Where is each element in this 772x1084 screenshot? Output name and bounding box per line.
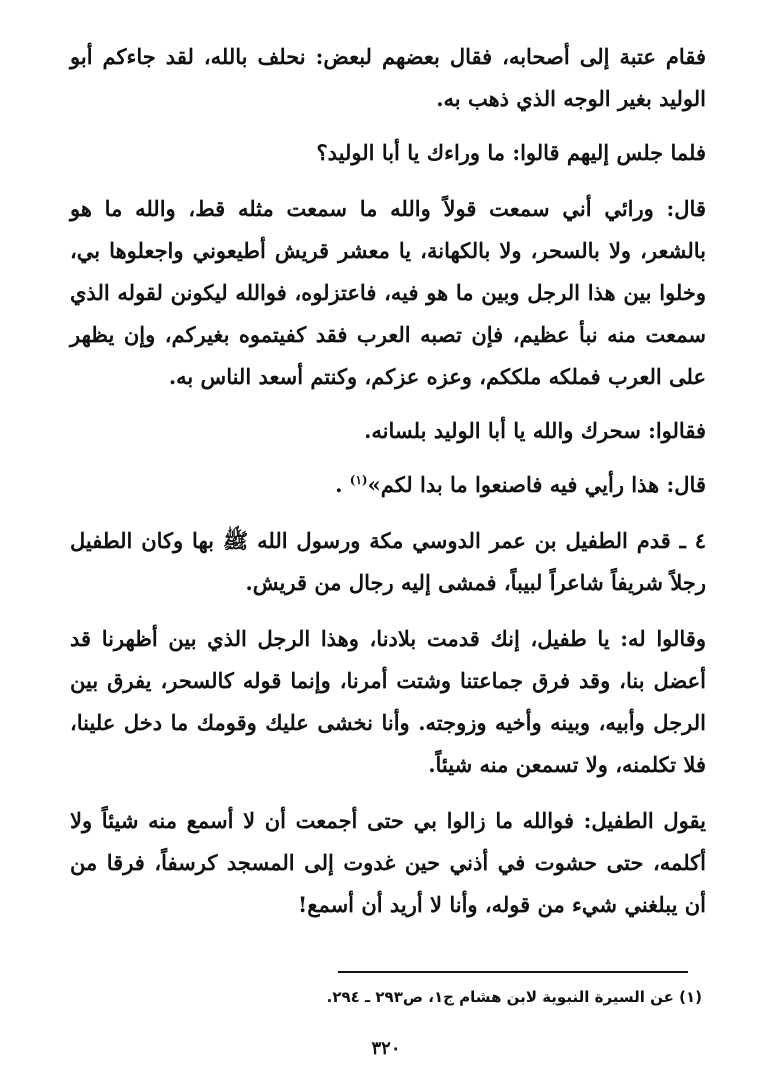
page-number: ٣٢٠ xyxy=(371,1038,401,1059)
paragraph-8: يقول الطفيل: فوالله ما زالوا بي حتى أجمعت أن لا أسمع منه شيئاً ولا أكلمه، حتى حشوت في أذني حين غدوت إلى المسجد كرسفاً، فرقا من أن يبلغني شيء من قوله، وأنا لا أريد أن أسمع! xyxy=(70,808,706,917)
paragraph-6: ٤ ـ قدم الطفيل بن عمر الدوسي مكة ورسول الله ﷺ بها وكان الطفيل رجلاً شريفاً شاعراً لبيباً، فمشى إليه رجال من قريش. xyxy=(70,528,706,595)
paragraph-1: فقام عتبة إلى أصحابه، فقال بعضهم لبعض: نحلف بالله، لقد جاءكم أبو الوليد بغير الوجه الذي ذهب به. xyxy=(70,44,706,111)
footnote-marker: (١) xyxy=(349,473,368,487)
main-text xyxy=(70,36,706,926)
paragraph-2: فلما جلس إليهم قالوا: ما وراءك يا أبا الوليد؟ xyxy=(316,140,706,165)
footnote: (١) عن السيرة النبوية لابن هشام ج١، ص٢٩٣ ـ ٢٩٤. xyxy=(326,988,702,1006)
paragraph-5: قال: هذا رأيي فيه فاصنعوا ما بدا لكم»$^{(١)}$ . xyxy=(335,472,706,497)
paragraph-4: فقالوا: سحرك والله يا أبا الوليد بلسانه. xyxy=(364,418,706,443)
paragraph-3: قال: ورائي أني سمعت قولاً والله ما سمعت مثله قط، والله ما هو بالشعر، ولا بالسحر، ولا بالكهانة، يا معشر قريش أطيعوني واجعلوها بي، وخلوا بين هذا الرجل وبين ما هو فيه، فاعتزلوه، فوالله ليكونن لقوله الذي سمعت منه نبأ عظيم، فإن تصبه العرب فقد كفيتموه بغيركم، وإن يظهر على العرب فملكه ملككم، وعزه عزكم، وكنتم أسعد الناس به. xyxy=(70,196,706,389)
footnote-divider xyxy=(338,971,688,973)
paragraph-5-text: قال: هذا رأيي فيه فاصنعوا ما بدا لكم» xyxy=(367,472,706,497)
paragraph-7: وقالوا له: يا طفيل، إنك قدمت بلادنا، وهذا الرجل الذي بين أظهرنا قد أعضل بنا، وقد فرق جماعتنا وشتت أمرنا، وإنما قوله كالسحر، يفرق بين الرجل وأبيه، وبينه وأخيه وزوجته. وأنا نخشى عليك وقومك ما دخل علينا، فلا تكلمنه، ولا تسمعن منه شيئاً. xyxy=(70,626,706,777)
